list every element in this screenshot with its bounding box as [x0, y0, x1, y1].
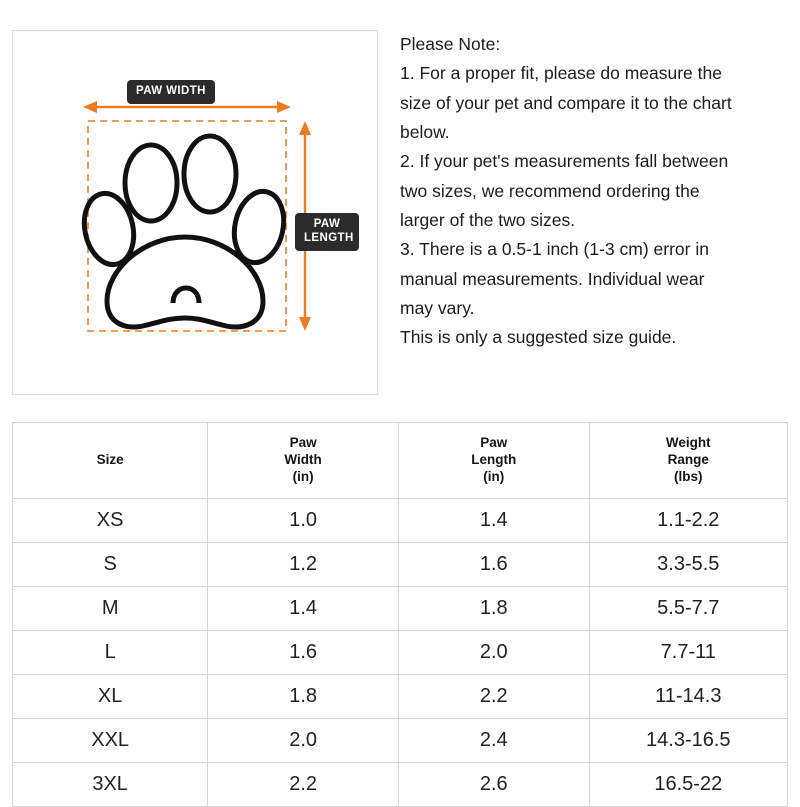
cell-paw-width: 1.8 — [208, 674, 399, 718]
table-body — [13, 498, 788, 806]
cell-size: M — [13, 586, 208, 630]
header-weight-line3: (lbs) — [674, 468, 703, 484]
header-paw-width-line2: Width — [284, 451, 322, 467]
cell-paw-length: 1.4 — [398, 498, 589, 542]
paw-measurement-diagram — [12, 30, 378, 395]
cell-weight: 16.5-22 — [589, 762, 787, 806]
note-line-9: may vary. — [400, 298, 475, 319]
header-paw-length-line2: Length — [471, 451, 517, 467]
header-paw-width-line1: Paw — [289, 435, 317, 450]
cell-paw-width: 1.4 — [208, 586, 399, 630]
table-row — [13, 718, 788, 762]
header-weight-range — [589, 423, 787, 499]
table-row — [13, 542, 788, 586]
table-row — [13, 498, 788, 542]
cell-paw-length: 2.4 — [398, 718, 589, 762]
note-line-6: larger of the two sizes. — [400, 210, 576, 231]
table-row — [13, 586, 788, 630]
cell-weight: 11-14.3 — [589, 674, 787, 718]
cell-paw-width: 1.6 — [208, 630, 399, 674]
header-weight-line2: Range — [667, 451, 709, 467]
note-heading: Please Note: — [400, 34, 501, 54]
cell-size: XS — [13, 498, 208, 542]
header-paw-length — [398, 423, 589, 499]
size-chart-table-wrapper — [12, 422, 788, 807]
header-paw-width-line3: (in) — [292, 468, 314, 484]
header-size — [13, 423, 208, 499]
header-size-line1: Size — [96, 451, 124, 467]
table-header-row — [13, 423, 788, 499]
paw-toe-1 — [125, 145, 177, 221]
cell-weight: 3.3-5.5 — [589, 542, 787, 586]
header-weight-line1: Weight — [665, 435, 711, 450]
cell-paw-length: 1.6 — [398, 542, 589, 586]
size-chart-table — [12, 422, 788, 807]
cell-size: XL — [13, 674, 208, 718]
header-paw-length-line1: Paw — [480, 435, 508, 450]
cell-paw-width: 2.0 — [208, 718, 399, 762]
cell-weight: 1.1-2.2 — [589, 498, 787, 542]
cell-weight: 5.5-7.7 — [589, 586, 787, 630]
cell-size: S — [13, 542, 208, 586]
top-section — [0, 0, 800, 395]
cell-paw-length: 2.6 — [398, 762, 589, 806]
note-line-8: manual measurements. Individual wear — [400, 268, 705, 289]
please-note-section — [378, 30, 788, 353]
note-line-10: This is only a suggested size guide. — [400, 327, 677, 348]
note-line-5: two sizes, we recommend ordering the — [400, 180, 700, 201]
paw-length-label-line1: PAW — [313, 218, 341, 230]
table-row — [13, 674, 788, 718]
cell-paw-length: 2.0 — [398, 630, 589, 674]
cell-size: 3XL — [13, 762, 208, 806]
note-line-4: 2. If your pet's measurements fall between — [400, 151, 729, 172]
paw-length-label — [295, 213, 359, 251]
cell-paw-length: 1.8 — [398, 586, 589, 630]
header-paw-length-line3: (in) — [483, 468, 505, 484]
cell-paw-width: 1.0 — [208, 498, 399, 542]
paw-width-label: PAW WIDTH — [127, 80, 215, 104]
note-line-3: below. — [400, 122, 450, 143]
cell-size: L — [13, 630, 208, 674]
note-line-1: 1. For a proper fit, please do measure the — [400, 63, 722, 84]
cell-weight: 14.3-16.5 — [589, 718, 787, 762]
cell-paw-width: 1.2 — [208, 542, 399, 586]
header-paw-width — [208, 423, 399, 499]
note-line-2: size of your pet and compare it to the chart — [400, 92, 732, 113]
paw-length-label-line2: LENGTH — [304, 231, 354, 244]
paw-toe-2 — [184, 136, 236, 212]
cell-size: XXL — [13, 718, 208, 762]
cell-paw-length: 2.2 — [398, 674, 589, 718]
note-line-7: 3. There is a 0.5-1 inch (1-3 cm) error in — [400, 239, 709, 260]
table-header — [13, 423, 788, 499]
paw-pad-notch — [173, 288, 199, 303]
cell-weight: 7.7-11 — [589, 630, 787, 674]
table-row — [13, 630, 788, 674]
cell-paw-width: 2.2 — [208, 762, 399, 806]
